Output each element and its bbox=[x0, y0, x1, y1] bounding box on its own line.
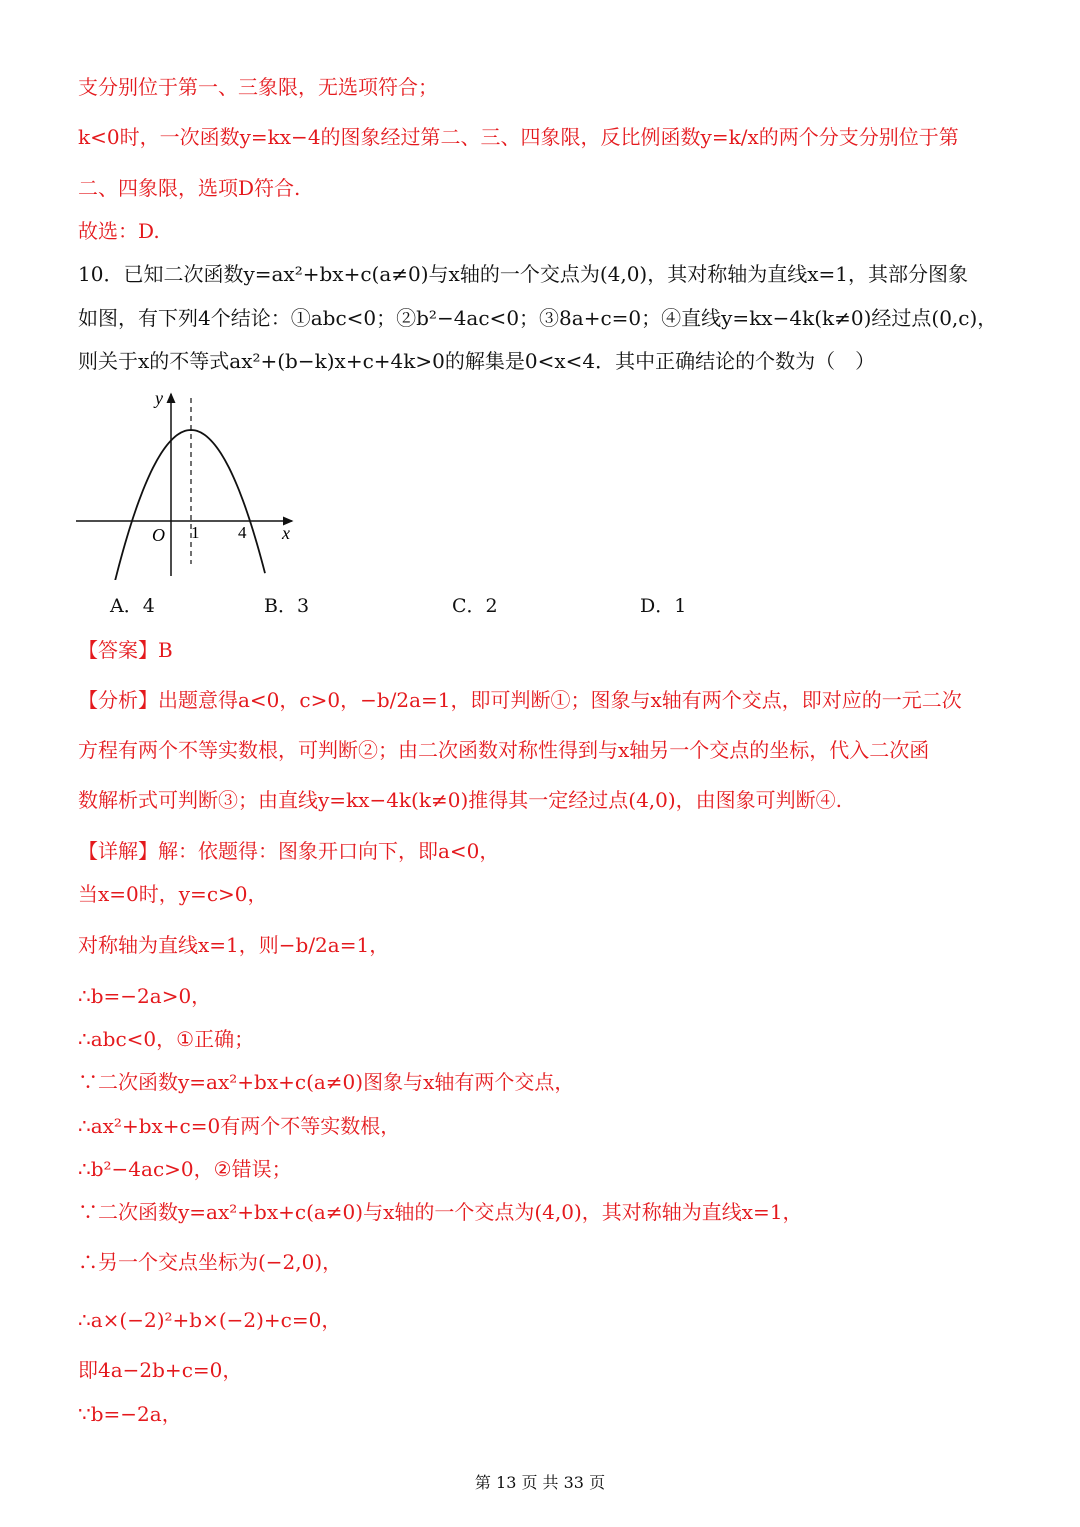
option-d[interactable]: D．1 bbox=[640, 595, 687, 617]
x-axis-label: x bbox=[282, 523, 290, 543]
detail-line-10: ∴另一个交点坐标为(−2,0)， bbox=[78, 1250, 343, 1274]
answer-line: 【答案】B bbox=[78, 638, 173, 662]
question-line-3: 则关于x的不等式ax²+(b−k)x+c+4k>0的解集是0<x<4．其中正确结论的个数为（ ） bbox=[78, 349, 876, 373]
detail-line-1: 【详解】解：依题得：图象开口向下，即a<0， bbox=[78, 839, 500, 863]
detail-line-3: 对称轴为直线x=1，则−b/2a=1， bbox=[78, 933, 390, 957]
text-line-2: k<0时，一次函数y=kx−4的图象经过第二、三、四象限，反比例函数y=k/x的两个分支分别位于第 bbox=[78, 125, 959, 149]
detail-line-9: ∵二次函数y=ax²+bx+c(a≠0)与x轴的一个交点为(4,0)，其对称轴为直线x=1， bbox=[78, 1200, 803, 1224]
tick-label-1: 1 bbox=[191, 523, 200, 542]
detail-line-12: 即4a−2b+c=0， bbox=[78, 1358, 243, 1382]
parabola-curve bbox=[115, 430, 265, 580]
text-line-3: 二、四象限，选项D符合. bbox=[78, 176, 301, 200]
detail-line-11: ∴a×(−2)²+b×(−2)+c=0， bbox=[78, 1308, 342, 1332]
question-line-2: 如图，有下列4个结论：①abc<0；②b²−4ac<0；③8a+c=0；④直线y=kx−4k(k≠0)经过点(0,c)， bbox=[78, 306, 998, 330]
option-a[interactable]: A．4 bbox=[110, 595, 155, 617]
detail-line-2: 当x=0时，y=c>0， bbox=[78, 882, 268, 906]
option-c[interactable]: C．2 bbox=[452, 595, 498, 617]
text-line-1: 支分别位于第一、三象限，无选项符合； bbox=[78, 75, 438, 99]
detail-line-5: ∴abc<0，①正确； bbox=[78, 1027, 255, 1051]
detail-line-4: ∴b=−2a>0， bbox=[78, 984, 212, 1008]
analysis-line-1: 【分析】出题意得a<0，c>0，−b/2a=1，即可判断①；图象与x轴有两个交点，即对应的一元二次 bbox=[78, 688, 962, 712]
tick-label-4: 4 bbox=[238, 523, 247, 542]
y-axis-label: y bbox=[155, 388, 163, 408]
analysis-line-3: 数解析式可判断③；由直线y=kx−4k(k≠0)推得其一定经过点(4,0)，由图象可判断④. bbox=[78, 788, 843, 812]
detail-line-8: ∴b²−4ac>0，②错误； bbox=[78, 1157, 292, 1181]
detail-line-6: ∵二次函数y=ax²+bx+c(a≠0)图象与x轴有两个交点， bbox=[78, 1070, 575, 1094]
page-footer: 第 13 页 共 33 页 bbox=[474, 1473, 606, 1492]
question-line-1: 10．已知二次函数y=ax²+bx+c(a≠0)与x轴的一个交点为(4,0)，其对称轴为直线x=1，其部分图象 bbox=[78, 262, 968, 286]
detail-line-13: ∵b=−2a， bbox=[78, 1402, 182, 1426]
origin-label: O bbox=[152, 525, 165, 545]
text-line-4: 故选：D. bbox=[78, 219, 160, 243]
analysis-line-2: 方程有两个不等实数根，可判断②；由二次函数对称性得到与x轴另一个交点的坐标，代入二次函 bbox=[78, 738, 930, 762]
option-b[interactable]: B．3 bbox=[264, 595, 310, 617]
parabola-graph bbox=[70, 384, 300, 580]
detail-line-7: ∴ax²+bx+c=0有两个不等实数根， bbox=[78, 1114, 401, 1138]
